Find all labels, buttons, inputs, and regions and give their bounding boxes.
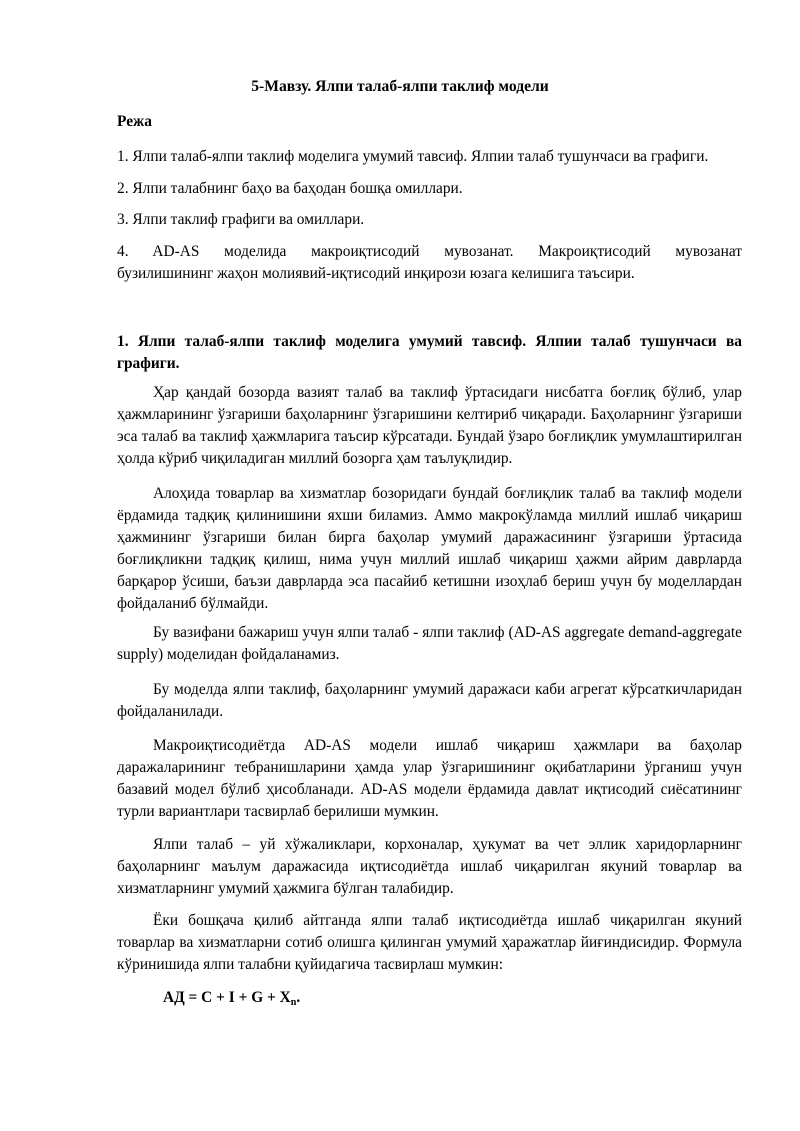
plan-item-1: 1. Ялпи талаб-ялпи таклиф моделига умумий тавсиф. Ялпии талаб тушунчаси ва графиги. (117, 148, 709, 165)
paragraph-2: Алоҳида товарлар ва хизматлар бозоридаги бундай боғлиқлик талаб ва таклиф модели ёрдамида тадқиқ қилинишини яхши биламиз. Аммо макрокўламда миллий ишлаб чиқариш ҳажмининг ўзгариши билан бирга баҳолар умумий даражасининг ўзгариши ўртасида боғлиқликни тадқиқ қилиш, нима учун миллий ишлаб чиқариш ҳажми айрим даврларда барқарор ўсиши, баъзи даврларда эса пасайиб кетишни изоҳлаб бериш учун бу моделлардан фойдаланиб бўлмайди. (117, 485, 742, 612)
section-heading: 1. Ялпи талаб-ялпи таклиф моделига умумий тавсиф. Ялпии талаб тушунчаси ва графиги. (117, 333, 742, 372)
formula-end: . (296, 989, 301, 1006)
paragraph-4: Бу моделда ялпи таклиф, баҳоларнинг умумий даражаси каби агрегат кўрсаткичларидан фойдаланилади. (117, 681, 742, 720)
plan-item-2: 2. Ялпи талабнинг баҳо ва баҳодан бошқа омиллари. (117, 180, 463, 197)
paragraph-6: Ялпи талаб – уй хўжаликлари, корхоналар, ҳукумат ва чет эллик харидорларнинг баҳоларнинг маълум даражасида иқтисодиётда ишлаб чиқарилган якуний товарлар ва хизматларнинг умумий ҳажмига бўлган талабидир. (117, 836, 742, 897)
paragraph-3: Бу вазифани бажариш учун ялпи талаб - ялпи таклиф (AD-AS aggregate demand-aggregate supply) моделидан фойдаланамиз. (117, 624, 742, 663)
plan-heading: Режа (117, 113, 152, 130)
aggregate-demand-formula (163, 987, 300, 1009)
formula-main: АД = C + I + G + X (163, 989, 291, 1006)
paragraph-5: Макроиқтисодиётда AD-AS модели ишлаб чиқариш ҳажмлари ва баҳолар даражаларининг тебранишларини ҳамда улар ўзгаришининг оқибатларини ўрганиш учун базавий модел бўлиб ҳисобланади. AD-AS модели ёрдамида давлат иқтисодий сиёсатининг турли вариантлари тасвирлаб берилиши мумкин. (117, 737, 742, 820)
plan-item-3: 3. Ялпи таклиф графиги ва омиллари. (117, 211, 365, 228)
page-title: 5-Мавзу. Ялпи талаб-ялпи таклиф модели (251, 78, 549, 95)
paragraph-1: Ҳар қандай бозорда вазият талаб ва таклиф ўртасидаги нисбатга боғлиқ бўлиб, улар ҳажмларининг ўзгариши баҳоларнинг ўзгаришини келтириб чиқаради. Баҳоларнинг ўзгариши эса талаб ва таклиф ҳажмларига таъсир кўрсатади. Бундай ўзаро боғлиқлик умумлаштирилган ҳолда кўриб чиқиладиган миллий бозорга ҳам таълуқлидир. (117, 384, 742, 467)
plan-item-4 (117, 241, 742, 285)
formula-subscript: n (290, 997, 297, 1008)
paragraph-7: Ёки бошқача қилиб айтганда ялпи талаб иқтисодиётда ишлаб чиқарилган якуний товарлар ва хизматларни сотиб олишга қилинган умумий ҳаражатлар йиғиндисидир. Формула кўринишида ялпи талабни қуйидагича тасвирлаш мумкин: (117, 912, 742, 973)
plan-item-4-line-1: 4. AD-AS моделида макроиқтисодий мувозанат. Макроиқтисодий мувозанат (117, 243, 742, 260)
plan-item-4-line-2: бузилишининг жаҳон молиявий-иқтисодий инқирози юзага келишига таъсири. (117, 265, 635, 282)
